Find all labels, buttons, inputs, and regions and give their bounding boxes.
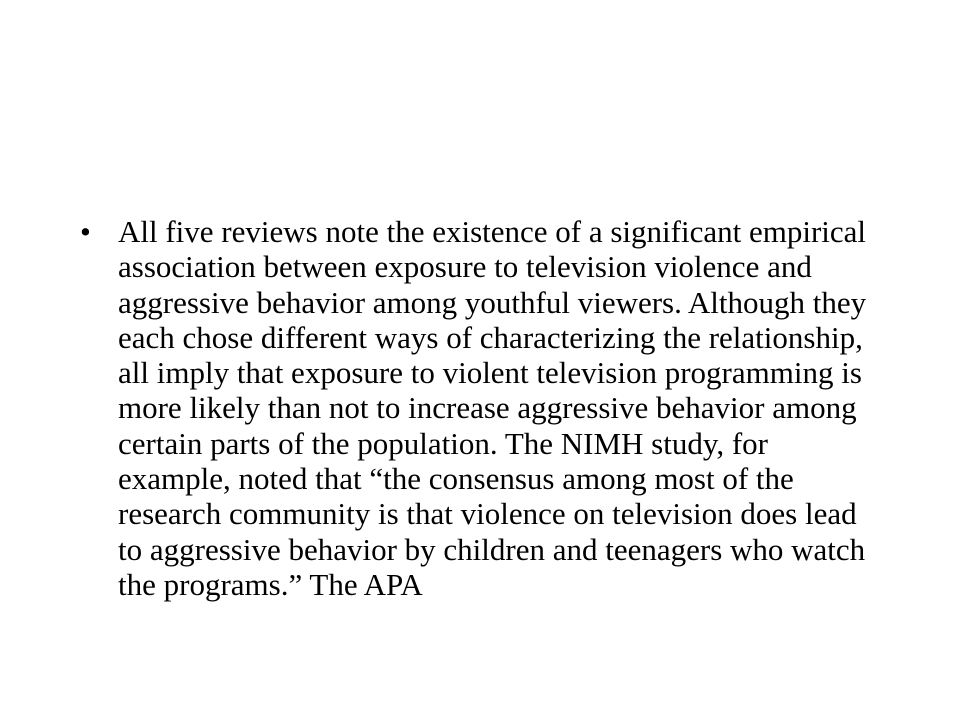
- bullet-list: [80, 214, 880, 602]
- bullet-item: [80, 214, 880, 602]
- bullet-marker: •: [80, 214, 91, 249]
- bullet-text: All five reviews note the existence of a significant empirical association between exposure to television violence and aggressive behavior among youthful viewers. Although they each chose different ways of characterizing the relationship, all imply that exposure to violent television programming is more likely than not to increase aggressive behavior among certain parts of the population. The NIMH study, for example, noted that “the consensus among most of the research community is that violence on television does lead to aggressive behavior by children and teenagers who watch the programs.” The APA: [118, 214, 867, 602]
